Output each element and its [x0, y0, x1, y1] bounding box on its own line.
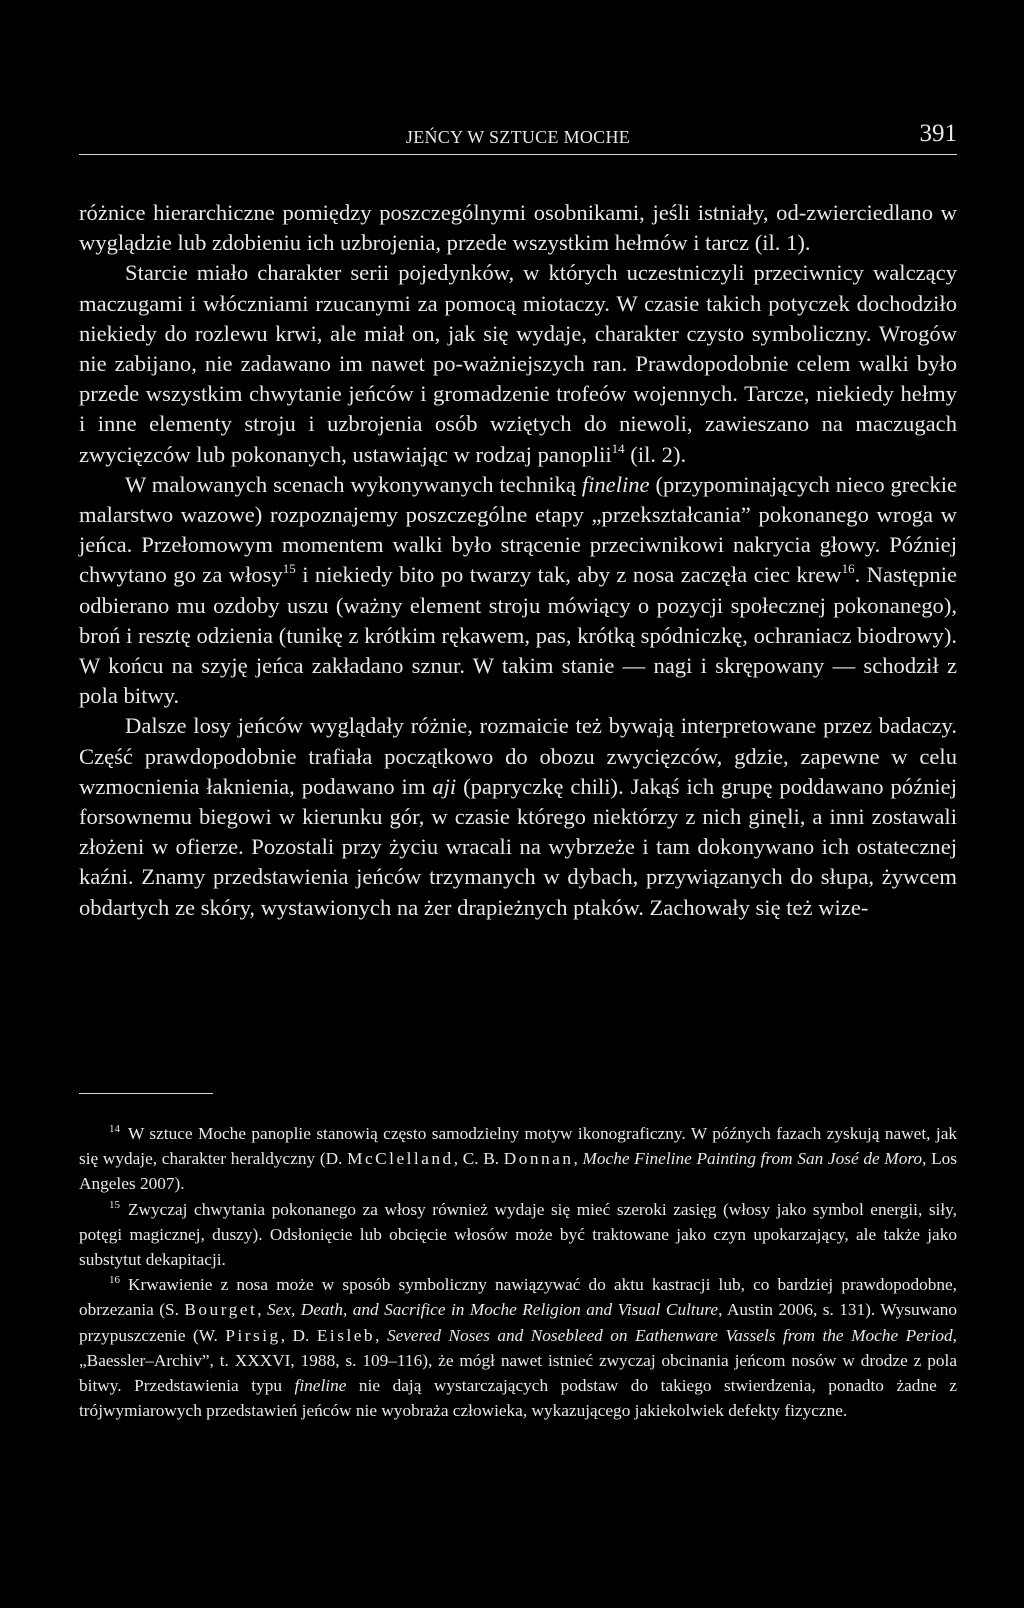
footnote-15: $^{15}$ Zwyczaj chwytania pokonanego za włosy również wydaje się mieć szeroki zasięg (włosy jako symbol energii, siły, potęgi magicznej, duszy). Odsłonięcie lub obcięcie włosów może być traktowane jako czyn upokarzający, ale także jako substytut dekapitacji. [79, 1198, 957, 1270]
footnote-ref-16: 16 [841, 561, 855, 577]
footnote-ref-14: 14 [611, 440, 625, 456]
footnote-number-14: 14 [109, 1123, 120, 1135]
paragraph-4: Dalsze losy jeńców wyglądały różnie, rozmaicie też bywają interpretowane przez badaczy. Część prawdopodobnie trafiała początkowo do obozu zwycięzców, gdzie, zapewne w celu wzmocnienia łaknienia, podawano im aji (papryczkę chili). Jakąś ich grupę poddawano później forsownemu biegowi w kierunku gór, w czasie którego niektórzy z nich ginęli, a inni zostawali złożeni w ofierze. Pozostali przy życiu wracali na wybrzeże i tam dokonywano ich ostatecznej kaźni. Znamy przedstawienia jeńców trzymanych w dybach, przywiązanych do słupa, żywcem obdartych ze skóry, wystawionych na żer drapieżnych ptaków. Zachowały się też wize- [79, 713, 957, 920]
paragraph-2: Starcie miało charakter serii pojedynków, w których uczestniczyli przeciwnicy walczący maczugami i włóczniami rzucanymi za pomocą miotaczy. W czasie takich potyczek dochodziło niekiedy do rozlewu krwi, ale miał on, jak się wydaje, charakter czysto symboliczny. Wrogów nie zabijano, nie zadawano im nawet po-ważniejszych ran. Prawdopodobnie celem walki było przede wszystkim chwytanie jeńców i gromadzenie trofeów wojennych. Tarcze, niekiedy hełmy i inne elementy stroju i uzbrojenia osób wziętych do niewoli, zawieszano na maczugach zwycięzców lub pokonanych, ustawiając w rodzaj panoplii$^{14}$ (il. 2). [79, 260, 957, 467]
running-header [79, 122, 957, 155]
page-number: 391 [919, 120, 957, 147]
main-text [79, 198, 957, 923]
paragraph-3: W malowanych scenach wykonywanych techniką fineline (przypominających nieco greckie malarstwo wazowe) rozpoznajemy poszczególne etapy „przekształcania” pokonanego wroga w jeńca. Przełomowym momentem walki było strącenie przeciwnikowi nakrycia głowy. Później chwytano go za włosy$^{15}$ i niekiedy bito po twarzy tak, aby z nosa zaczęła ciec krew$^{16}$. Następnie odbierano mu ozdoby uszu (ważny element stroju mówiący o pozycji społecznej pokonanego), broń i resztę odzienia (tunikę z krótkim rękawem, pas, krótką spódniczkę, ochraniacz biodrowy). W końcu na szyję jeńca zakładano sznur. W takim stanie — nagi i skrępowany — schodził z pola bitwy. [79, 471, 958, 709]
footnote-separator [79, 1093, 213, 1094]
footnote-16: $^{16}$ Krwawienie z nosa może w sposób symboliczny nawiązywać do aktu kastracji lub, co bardziej prawdopodobne, obrzezania (S. Bourget, Sex, Death, and Sacrifice in Moche Religion and Visual Culture, Austin 2006, s. 131). Wysuwano przypuszczenie (W. Pirsig, D. Eisleb, Severed Noses and Nosebleed on Eathenware Vassels from the Moche Period, „Baessler–Archiv”, t. XXXVI, 1988, s. 109–116), że mógł nawet istnieć zwyczaj obcinania jeńcom nosów w drodze z pola bitwy. Przedstawienia typu fineline nie dają wystarczających podstaw do takiego stwierdzenia, ponadto żadne z trójwymiarowych przedstawień jeńców nie wyobraża człowieka, wykazującego jakiekolwiek defekty fizyczne. [79, 1274, 958, 1421]
footnote-number-16: 16 [109, 1274, 120, 1287]
paragraph-1: różnice hierarchiczne pomiędzy poszczególnymi osobnikami, jeśli istniały, od-zwierciedlano w wyglądzie lub zdobieniu ich uzbrojenia, przede wszystkim hełmów i tarcz (il. 1). [79, 200, 957, 256]
footnote-14: $^{14}$ W sztuce Moche panoplie stanowią często samodzielny motyw ikonograficzny. W późnych fazach zyskują nawet, jak się wydaje, charakter heraldyczny (D. McClelland, C. B. Donnan, Moche Fineline Painting from San José de Moro, Los Angeles 2007). [79, 1123, 957, 1194]
term-fineline: fineline [581, 471, 650, 497]
term-aji: aji [432, 773, 457, 799]
footnote-number-15: 15 [109, 1198, 120, 1211]
footnotes [79, 1121, 957, 1423]
footnote-ref-15: 15 [282, 561, 296, 577]
running-title: JEŃCY W SZTUCE MOCHE [405, 127, 631, 147]
